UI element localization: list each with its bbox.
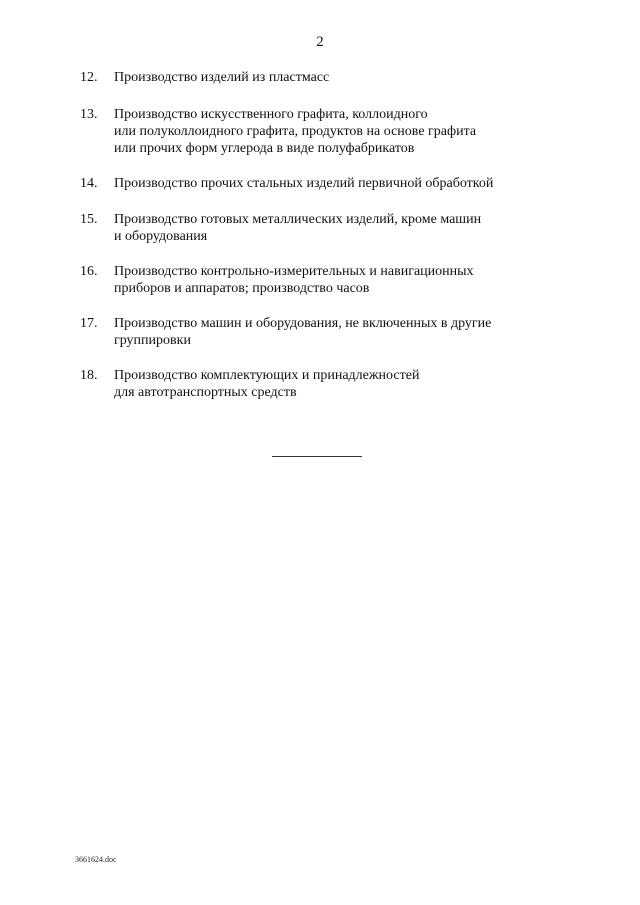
- list-item-line: Производство готовых металлических изделий, кроме машин: [114, 212, 482, 227]
- list-item-line: Производство комплектующих и принадлежностей: [114, 368, 420, 383]
- list-item-text: [114, 263, 554, 297]
- list-item-number: 12.: [80, 70, 98, 85]
- list-item-number: 14.: [80, 176, 98, 191]
- list-item-number: 16.: [80, 264, 98, 279]
- list-item-text: [114, 315, 554, 349]
- page-number: 2: [316, 34, 324, 50]
- list-item-number: 15.: [80, 212, 98, 227]
- list-item-line: приборов и аппаратов; производство часов: [114, 281, 370, 296]
- list-item-text: [114, 367, 554, 401]
- list-item-text: [114, 69, 554, 86]
- list-item-line: для автотранспортных средств: [114, 385, 297, 400]
- list-item-line: Производство контрольно-измерительных и навигационных: [114, 264, 474, 279]
- list-item-line: или прочих форм углерода в виде полуфабрикатов: [114, 141, 415, 156]
- list-item-text: [114, 106, 554, 157]
- list-item-line: или полуколлоидного графита, продуктов на основе графита: [114, 124, 477, 139]
- list-item-text: [114, 175, 554, 192]
- list-item-text: [114, 211, 554, 245]
- list-item-line: Производство прочих стальных изделий первичной обработкой: [114, 176, 494, 191]
- list-item-line: Производство изделий из пластмасс: [114, 70, 330, 85]
- list-item-line: и оборудования: [114, 229, 208, 244]
- list-item-line: Производство машин и оборудования, не включенных в другие: [114, 316, 492, 331]
- list-item-line: Производство искусственного графита, коллоидного: [114, 107, 428, 122]
- list-item-number: 13.: [80, 107, 98, 122]
- list-item-number: 17.: [80, 316, 98, 331]
- list-item-line: группировки: [114, 333, 191, 348]
- end-divider: [272, 456, 362, 457]
- document-file-id: 3661624.doc: [75, 855, 117, 864]
- list-item-number: 18.: [80, 368, 98, 383]
